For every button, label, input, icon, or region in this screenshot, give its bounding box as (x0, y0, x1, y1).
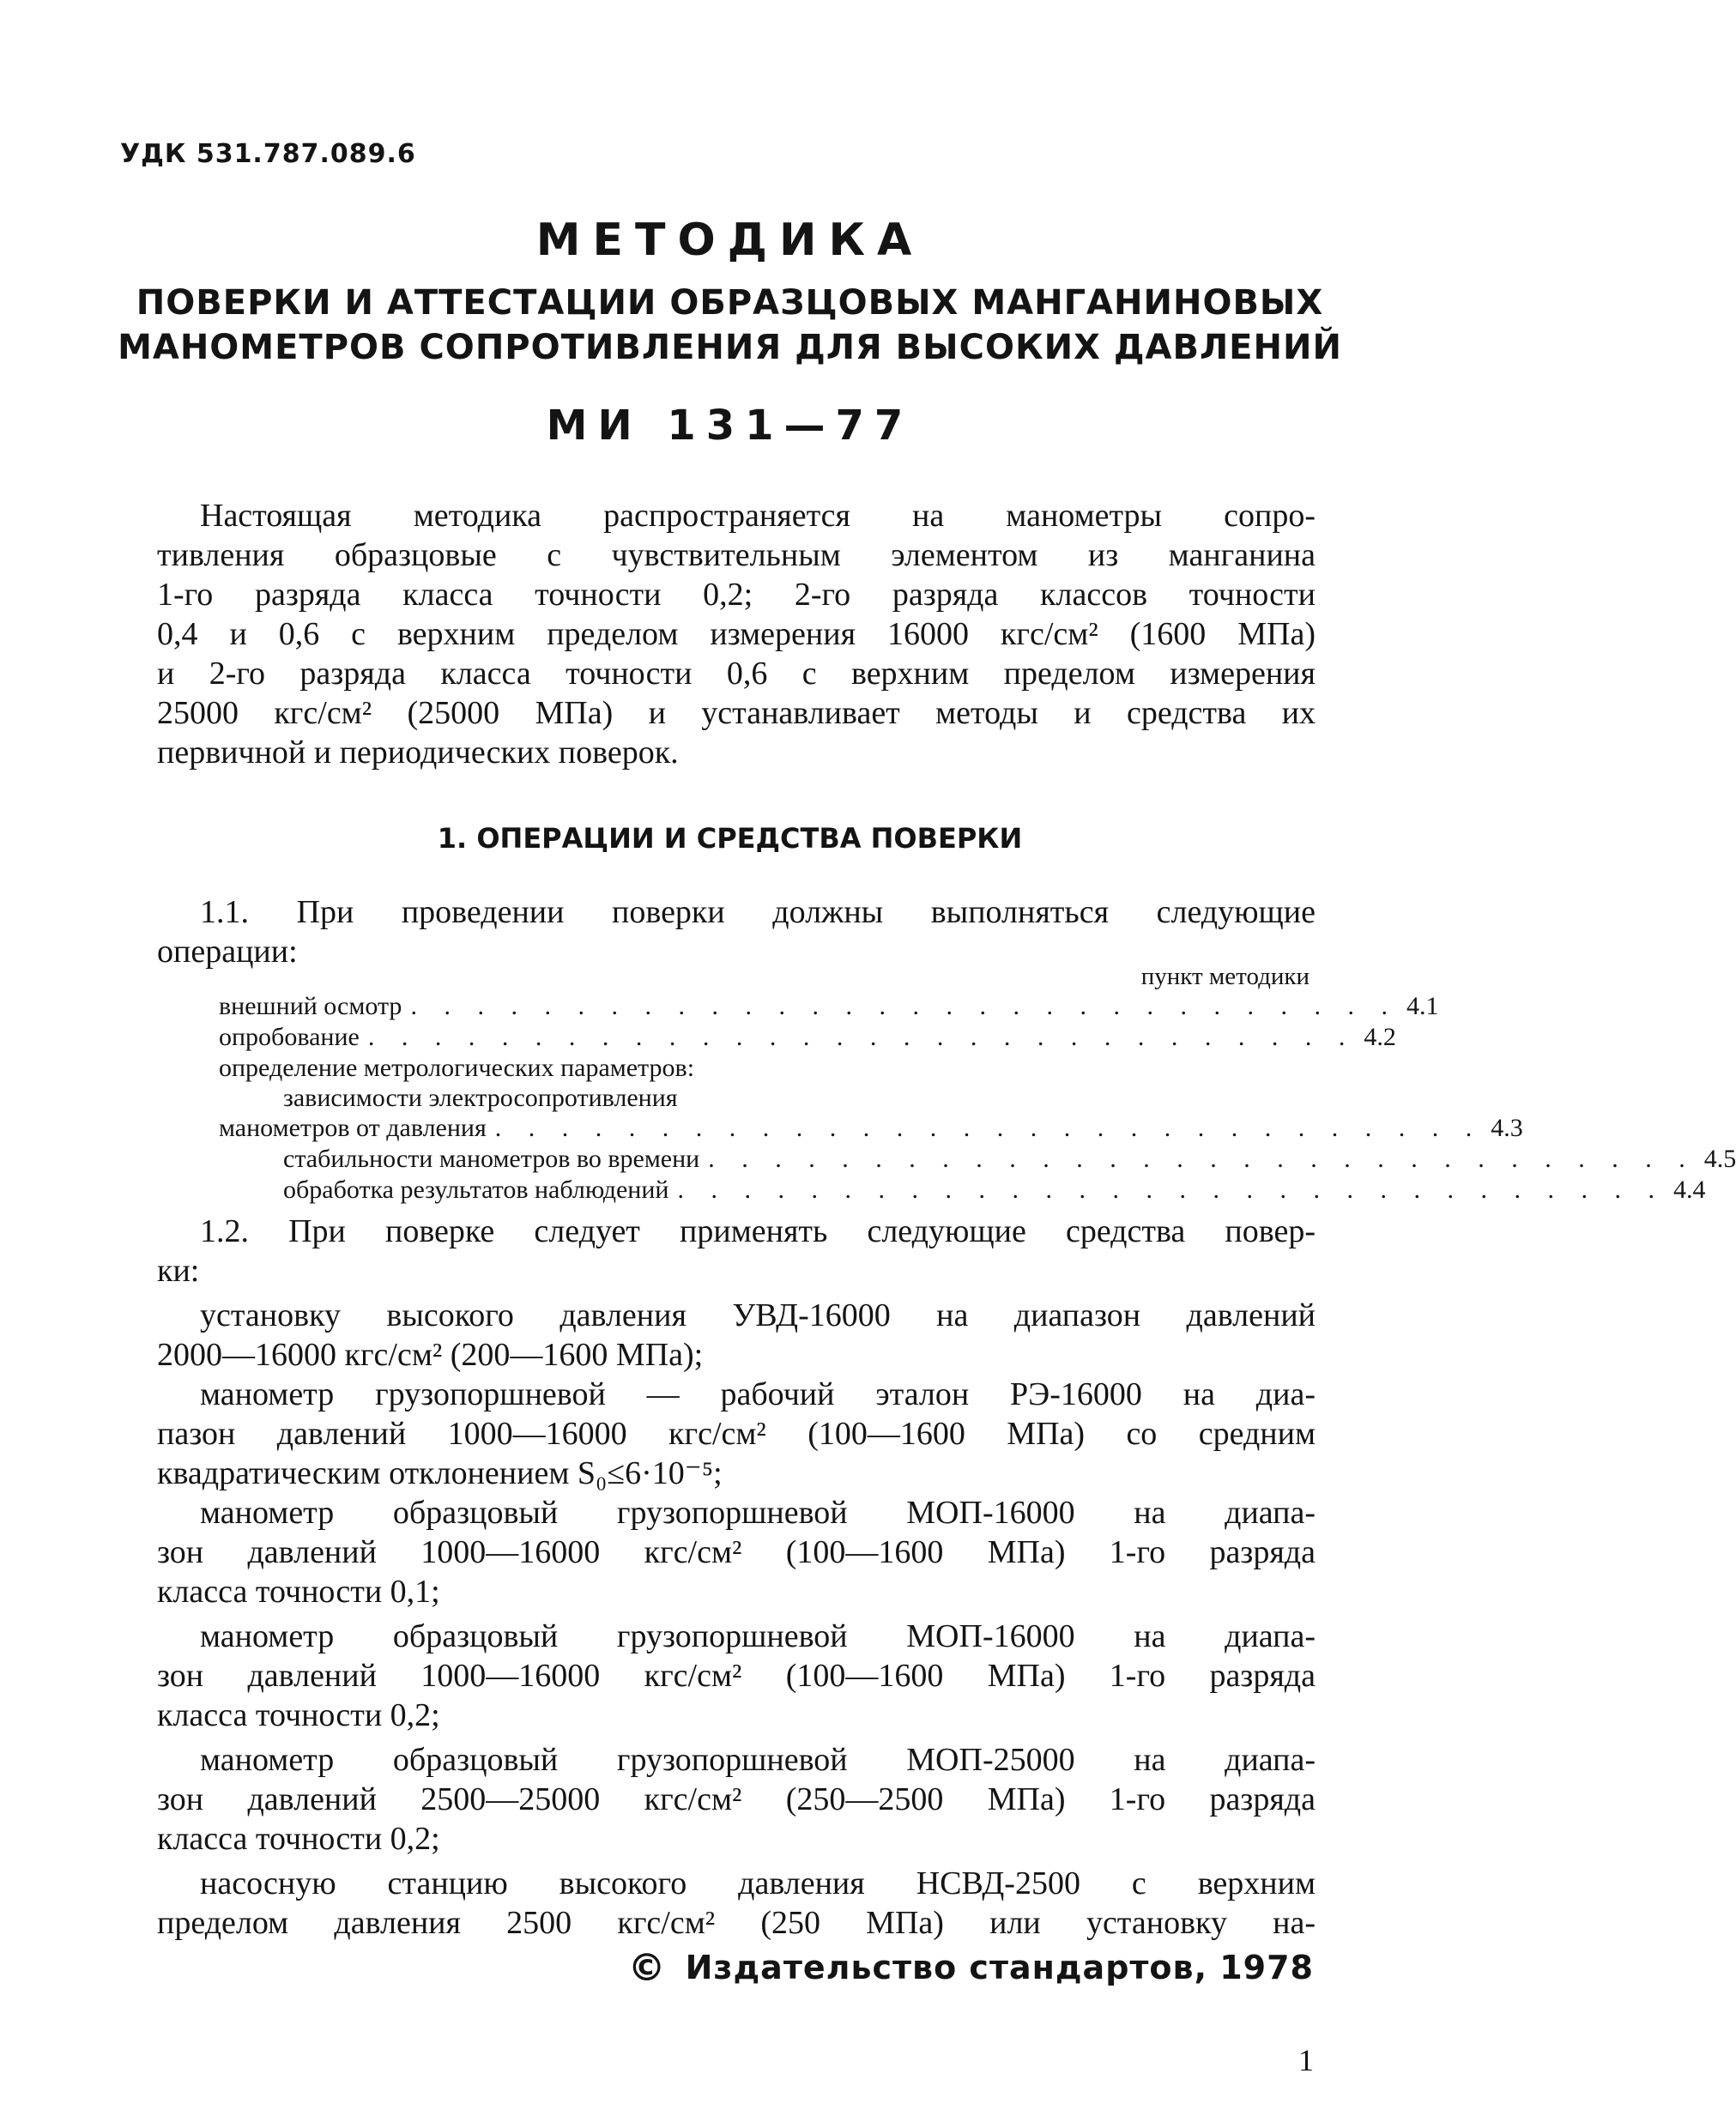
paragraph-line: 1.1. При проведении поверки должны выполняться следующие (200, 894, 1316, 930)
document-subtitle-line-2: МАНОМЕТРОВ СОПРОТИВЛЕНИЯ ДЛЯ ВЫСОКИХ ДАВЛЕНИЙ (118, 328, 1342, 367)
paragraph-line: манометр образцовый грузопоршневой МОП-16000 на диапа- (200, 1618, 1316, 1654)
paragraph-line: насосную станцию высокого давления НСВД-2500 с верхним (200, 1865, 1316, 1901)
paragraph-line: 2000—16000 кгс/см² (200—1600 МПа); (157, 1337, 704, 1373)
paragraph-line: установку высокого давления УВД-16000 на диапазон давлений (200, 1297, 1316, 1333)
paragraph-line: пределом давления 2500 кгс/см² (250 МПа) или установку на- (157, 1905, 1316, 1941)
toc-header: пункт методики (1140, 963, 1310, 990)
toc-row (219, 1023, 1396, 1052)
intro-line: первичной и периодических поверок. (157, 735, 679, 771)
intro-line: и 2-го разряда класса точности 0,6 с верхним пределом измерения (157, 656, 1316, 692)
toc-row (219, 1054, 1274, 1083)
toc-label: внешний осмотр (219, 992, 402, 1020)
toc-label: определение метрологических параметров: (219, 1054, 695, 1082)
intro-line: тивления образцовые с чувствительным элементом из манганина (157, 537, 1316, 573)
page-number: 1 (1298, 2043, 1314, 2077)
paragraph-line: зон давлений 1000—16000 кгс/см² (100—1600 МПа) 1-го разряда (157, 1534, 1316, 1570)
udk-code: УДК 531.787.089.6 (120, 139, 416, 169)
copyright-icon: © (627, 1946, 667, 1990)
paragraph-line: 1.2. При поверке следует применять следующие средства повер- (200, 1213, 1316, 1249)
intro-line: 25000 кгс/см² (25000 МПа) и устанавливает методы и средства их (157, 695, 1316, 731)
paragraph-line: операции: (157, 934, 298, 970)
intro-line: Настоящая методика распространяется на манометры сопро- (200, 498, 1316, 534)
toc-label: зависимости электросопротивления (283, 1084, 678, 1112)
paragraph-1-2 (157, 1212, 1316, 1943)
publisher-copyright (628, 1946, 1314, 1990)
toc-number: 4.4 (1672, 1176, 1706, 1204)
paragraph-line: зон давлений 2500—25000 кгс/см² (250—2500 МПа) 1-го разряда (157, 1781, 1316, 1817)
paragraph-line: манометр грузопоршневой — рабочий эталон РЭ-16000 на диа- (200, 1376, 1316, 1412)
toc-row (219, 1114, 1523, 1143)
toc-number: 4.2 (1364, 1023, 1396, 1051)
toc-leader: . . . . . . . . . . . . . . . . . . . . . . . . . . . . . . (410, 992, 1398, 1020)
section-heading: 1. ОПЕРАЦИИ И СРЕДСТВА ПОВЕРКИ (437, 822, 1023, 855)
toc-label: манометров от давления (219, 1114, 487, 1142)
toc-label: стабильности манометров во времени (283, 1145, 700, 1173)
toc-row (283, 1145, 1736, 1174)
toc-row (219, 992, 1439, 1021)
toc-number: 4.3 (1491, 1114, 1523, 1142)
paragraph-line: ки: (157, 1253, 200, 1289)
document-code: МИ 131—77 (546, 402, 914, 450)
paragraph-1-1 (157, 892, 1316, 971)
toc-row (283, 1084, 1274, 1113)
paragraph-line: пазон давлений 1000—16000 кгс/см² (100—1600 МПа) со средним (157, 1416, 1316, 1452)
toc-number: 4.5 (1703, 1145, 1736, 1173)
document-title: МЕТОДИКА (535, 215, 924, 266)
toc-leader: . . . . . . . . . . . . . . . . . . . . . . . . . . . . . . (677, 1176, 1665, 1204)
toc-leader: . . . . . . . . . . . . . . . . . . . . . . . . . . . . . . (494, 1114, 1483, 1142)
toc-row (283, 1176, 1706, 1205)
paragraph-line: класса точности 0,2; (157, 1821, 440, 1857)
toc-label: обработка результатов наблюдений (283, 1176, 669, 1204)
intro-paragraph (157, 496, 1316, 772)
paragraph-line: класса точности 0,2; (157, 1697, 440, 1733)
paragraph-line: зон давлений 1000—16000 кгс/см² (100—1600 МПа) 1-го разряда (157, 1658, 1316, 1694)
toc-leader: . . . . . . . . . . . . . . . . . . . . . . . . . . . . . . (708, 1145, 1696, 1173)
intro-line: 1-го разряда класса точности 0,2; 2-го разряда классов точности (157, 577, 1316, 613)
paragraph-line: манометр образцовый грузопоршневой МОП-16000 на диапа- (200, 1495, 1316, 1531)
toc-leader: . . . . . . . . . . . . . . . . . . . . . . . . . . . . . . (367, 1023, 1356, 1051)
paragraph-line: класса точности 0,1; (157, 1574, 440, 1610)
publisher-text: Издательство стандартов, 1978 (685, 1949, 1314, 1986)
paragraph-line: манометр образцовый грузопоршневой МОП-25000 на диапа- (200, 1742, 1316, 1778)
intro-line: 0,4 и 0,6 с верхним пределом измерения 16000 кгс/см² (1600 МПа) (157, 616, 1316, 652)
paragraph-line: квадратическим отклонением S₀≤6·10⁻⁵; (157, 1455, 723, 1491)
document-subtitle-line-1: ПОВЕРКИ И АТТЕСТАЦИИ ОБРАЗЦОВЫХ МАНГАНИНОВЫХ (136, 283, 1324, 323)
toc-number: 4.1 (1406, 992, 1439, 1020)
toc-label: опробование (219, 1023, 360, 1051)
